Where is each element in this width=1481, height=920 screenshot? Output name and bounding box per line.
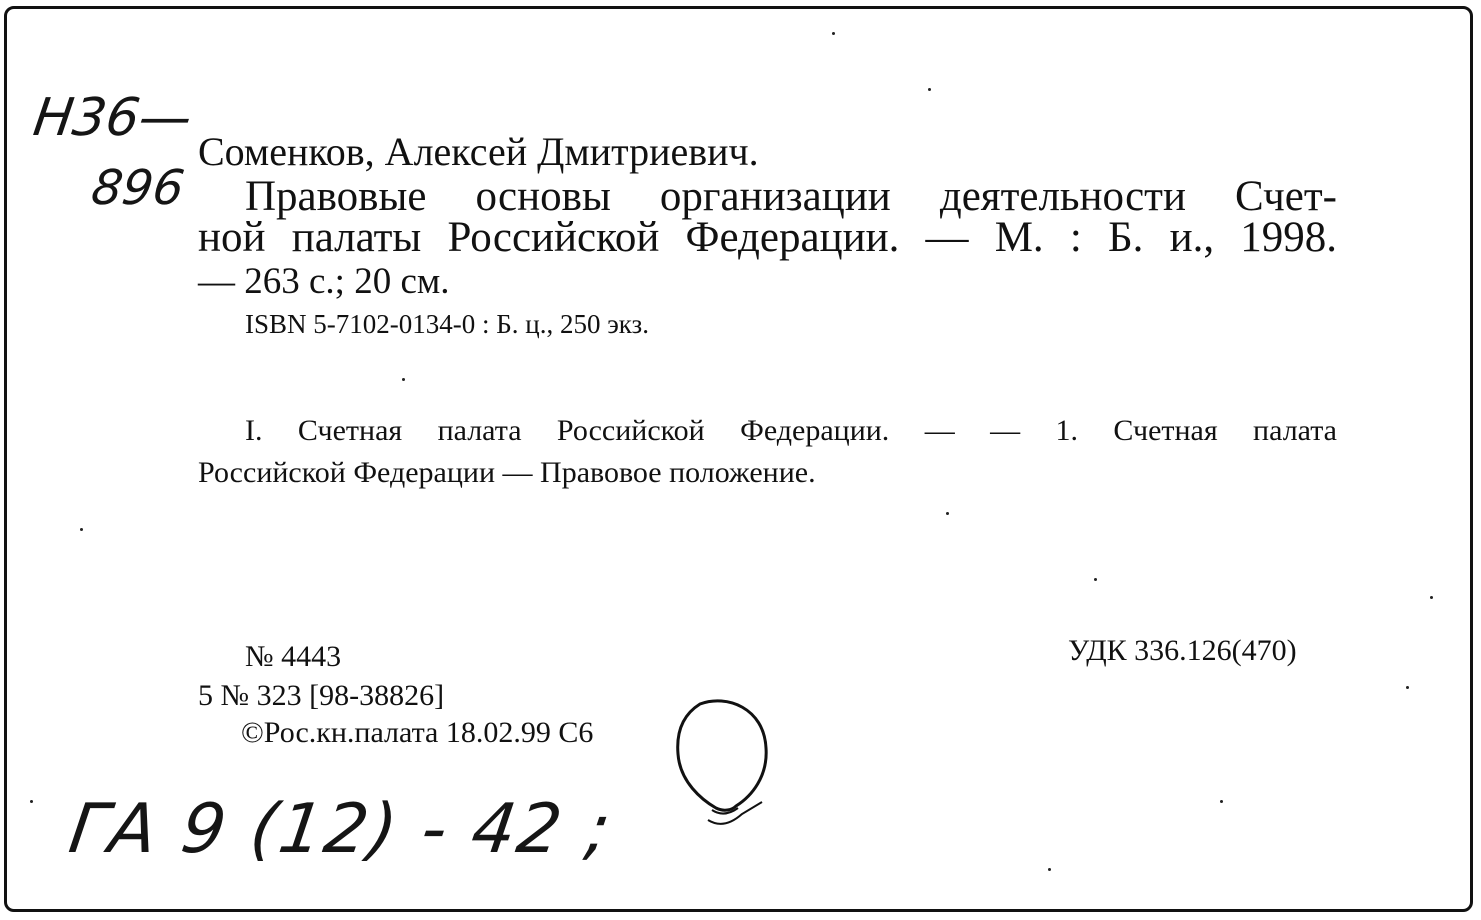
handwritten-shelf-mark-bottom: 896 [88,160,188,216]
record-number: № 4443 [245,640,342,673]
udk-classification: УДК 336.126(470) [1068,634,1297,667]
scan-speck [30,800,33,803]
scan-speck [928,88,931,91]
scan-speck [1220,800,1223,803]
scan-speck [1430,596,1433,599]
scan-speck [402,378,405,381]
subject-headings-line-1: I. Счетная палата Российской Федерации. — — 1. Счетная палата [245,414,1337,447]
scan-speck [832,32,835,35]
copyright-line: ©Рос.кн.палата 18.02.99 С6 [241,716,594,749]
scan-speck [1048,868,1051,871]
scan-speck [80,528,83,531]
physical-description: — 263 с.; 20 см. [198,261,450,302]
isbn-line: ISBN 5-7102-0134-0 : Б. ц., 250 экз. [245,309,649,339]
scan-speck [1094,578,1097,581]
handwritten-bottom-note: ГА 9 (12) - 42 ; [64,790,617,869]
handwritten-shelf-mark-top: Н36— [29,88,196,148]
hand-drawn-circle-mark [672,696,772,836]
scan-speck [1406,686,1409,689]
registration-number: 5 № 323 [98-38826] [198,679,445,712]
scan-speck [946,512,949,515]
title-line-2: ной палаты Российской Федерации. — М. : Б. и., 1998. [198,214,1337,261]
title-line-1: Правовые основы организации деятельности Счет- [245,173,1337,220]
author-name: Соменков, Алексей Дмитриевич. [198,129,759,174]
subject-headings-line-2: Российской Федерации — Правовое положение. [198,456,816,489]
